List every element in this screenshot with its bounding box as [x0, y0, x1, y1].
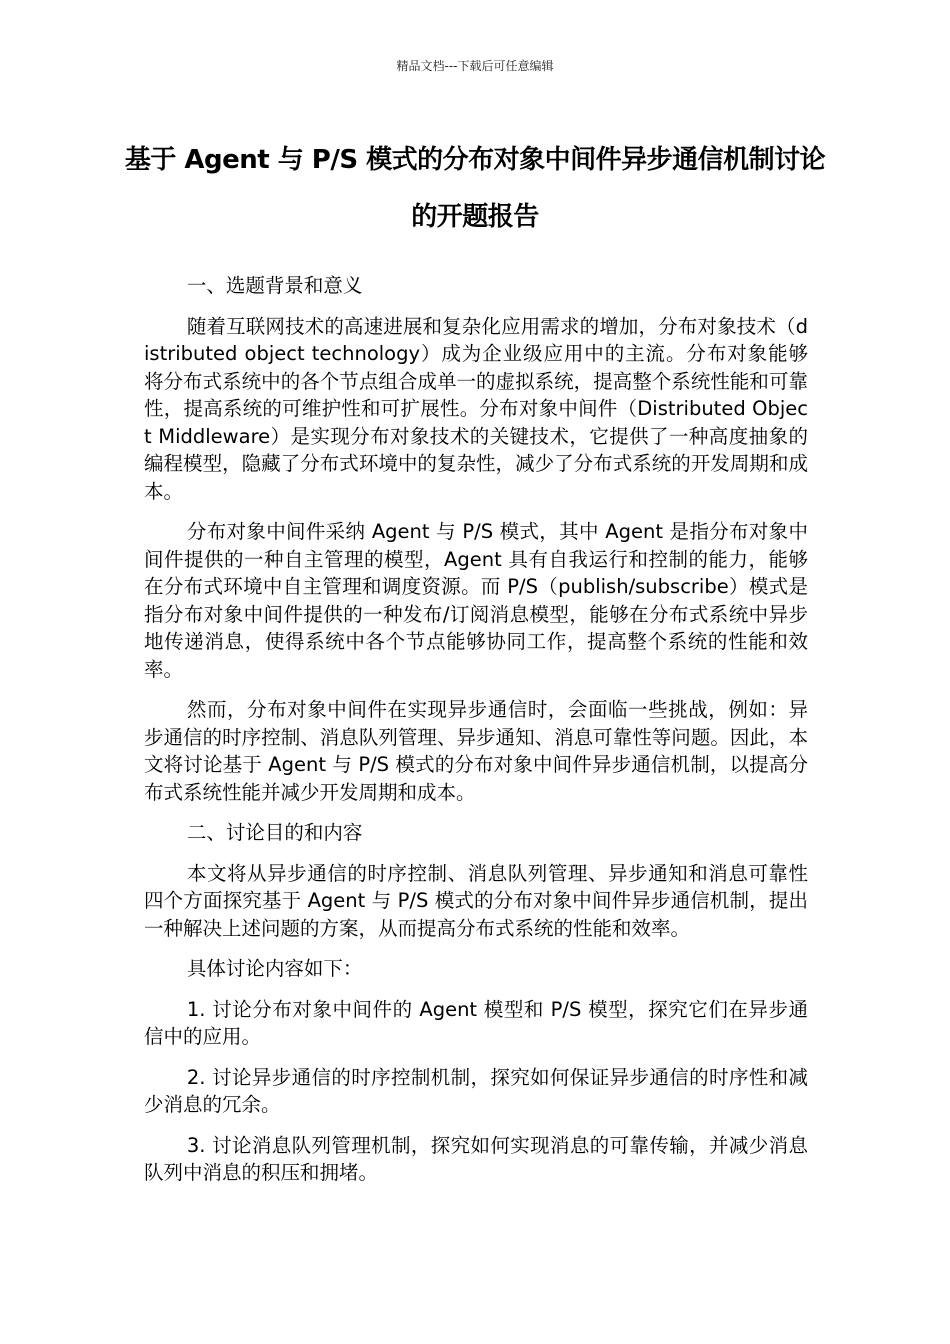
page-header: 精品文档---下载后可任意编辑: [396, 59, 554, 73]
list-item-1: 1. 讨论分布对象中间件的 Agent 模型和 P/S 模型，探究它们在异步通信中的应用。: [144, 997, 808, 1048]
document-title: 基于 Agent 与 P/S 模式的分布对象中间件异步通信机制讨论的开题报告: [124, 145, 826, 232]
section-heading-background: 一、选题背景和意义: [186, 274, 363, 297]
paragraph-background-3: 然而，分布对象中间件在实现异步通信时，会面临一些挑战，例如：异步通信的时序控制、消息队列管理、异步通知、消息可靠性等问题。因此，本文将讨论基于 Agent 与 P/S 模式的分布对象中间件异步通信机制，以提高分布式系统性能并减少开发周期和成本。: [144, 698, 808, 804]
paragraph-purpose-1: 本文将从异步通信的时序控制、消息队列管理、异步通知和消息可靠性四个方面探究基于 Agent 与 P/S 模式的分布对象中间件异步通信机制，提出一种解决上述问题的方案，从而提高分布式系统的性能和效率。: [144, 861, 808, 940]
section-heading-purpose: 二、讨论目的和内容: [186, 821, 363, 844]
paragraph-background-1: 随着互联网技术的高速进展和复杂化应用需求的增加，分布对象技术（distributed object technology）成为企业级应用中的主流。分布对象能够将分布式系统中的各个节点组合成单一的虚拟系统，提高整个系统性能和可靠性，提高系统的可维护性和可扩展性。分布对象中间件（Distributed Object Middleware）是实现分布对象技术的关键技术，它提供了一种高度抽象的编程模型，隐藏了分布式环境中的复杂性，减少了分布式系统的开发周期和成本。: [144, 314, 808, 503]
paragraph-purpose-2: 具体讨论内容如下：: [186, 957, 363, 980]
list-item-2: 2. 讨论异步通信的时序控制机制，探究如何保证异步通信的时序性和减少消息的冗余。: [144, 1065, 808, 1116]
paragraph-background-2: 分布对象中间件采纳 Agent 与 P/S 模式，其中 Agent 是指分布对象中间件提供的一种自主管理的模型，Agent 具有自我运行和控制的能力，能够在分布式环境中自主管理和调度资源。而 P/S（publish/subscribe）模式是指分布对象中间件提供的一种发布/订阅消息模型，能够在分布式系统中异步地传递消息，使得系统中各个节点能够协同工作，提高整个系统的性能和效率。: [144, 520, 808, 681]
document-body: [144, 272, 808, 1200]
list-item-3: 3. 讨论消息队列管理机制，探究如何实现消息的可靠传输，并减少消息队列中消息的积压和拥堵。: [144, 1133, 808, 1184]
